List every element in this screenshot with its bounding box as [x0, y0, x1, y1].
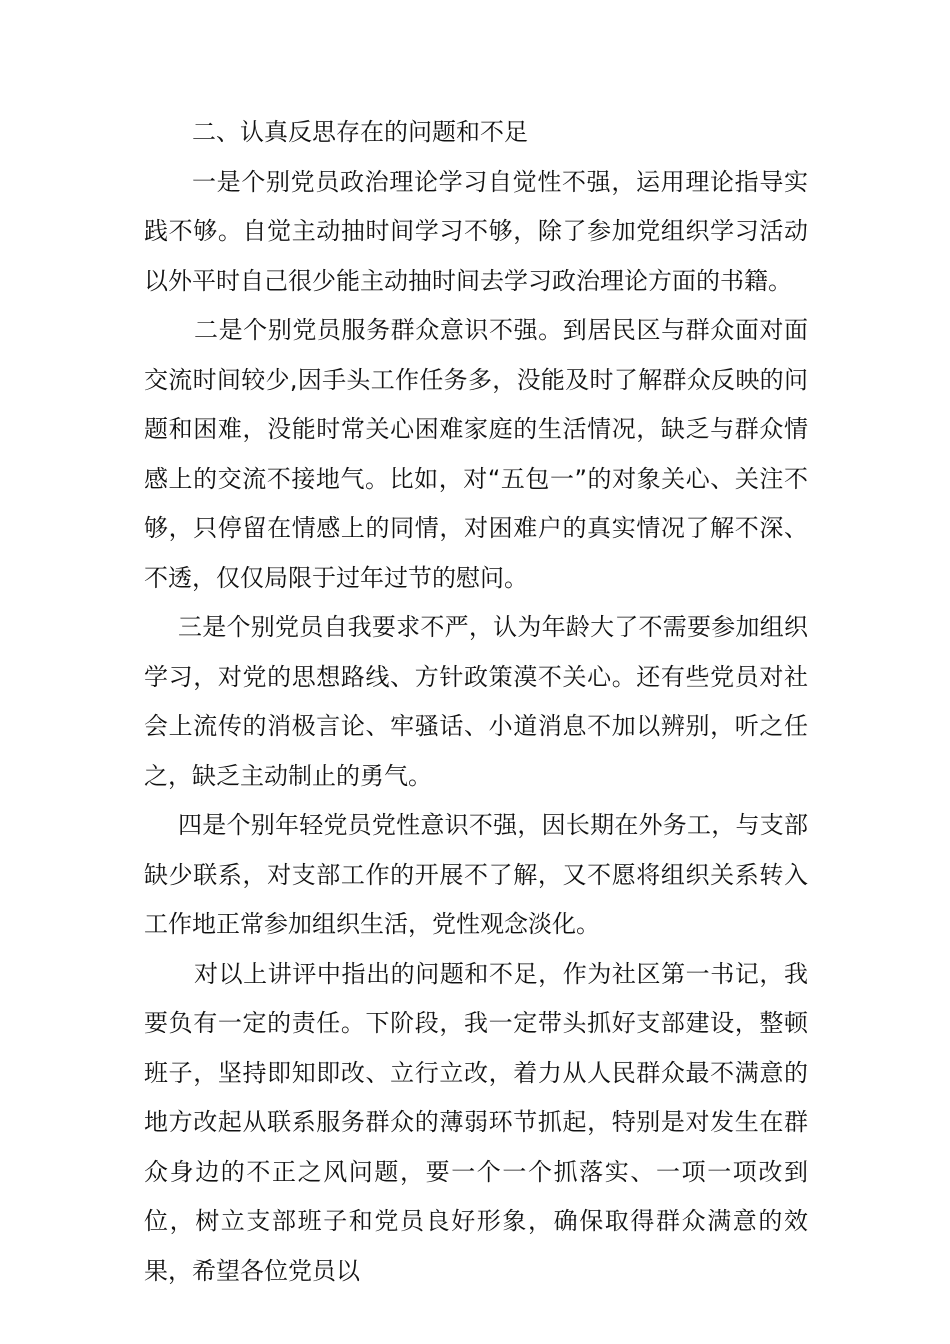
paragraph-3: 三是个别党员自我要求不严，认为年龄大了不需要参加组织学习，对党的思想路线、方针政策漠不关心。还有些党员对社会上流传的消极言论、牢骚话、小道消息不加以辨别，听之任之，缺乏主动制止的勇气。	[144, 613, 808, 790]
section-heading: 二、认真反思存在的问题和不足	[192, 118, 528, 146]
document-body	[144, 108, 808, 1296]
paragraph-1: 一是个别党员政治理论学习自觉性不强，运用理论指导实践不够。自觉主动抽时间学习不够，除了参加党组织学习活动以外平时自己很少能主动抽时间去学习政治理论方面的书籍。	[144, 167, 808, 295]
paragraph-5: 对以上讲评中指出的问题和不足，作为社区第一书记，我要负有一定的责任。下阶段，我一定带头抓好支部建设，整顿班子，坚持即知即改、立行立改，着力从人民群众最不满意的地方改起从联系服务群众的薄弱环节抓起，特别是对发生在群众身边的不正之风问题，要一个一个抓落实、一项一项改到位，树立支部班子和党员良好形象，确保取得群众满意的效果，希望各位党员以	[144, 959, 808, 1285]
paragraph-4: 四是个别年轻党员党性意识不强，因长期在外务工，与支部缺少联系，对支部工作的开展不了解，又不愿将组织关系转入工作地正常参加组织生活，党性观念淡化。	[144, 811, 808, 938]
paragraph-2: 二是个别党员服务群众意识不强。到居民区与群众面对面交流时间较少,因手头工作任务多，没能及时了解群众反映的问题和困难，没能时常关心困难家庭的生活情况，缺乏与群众情感上的交流不接地气。比如，对“五包一”的对象关心、关注不够，只停留在情感上的同情，对困难户的真实情况了解不深、不透，仅仅局限于过年过节的慰问。	[144, 316, 808, 592]
